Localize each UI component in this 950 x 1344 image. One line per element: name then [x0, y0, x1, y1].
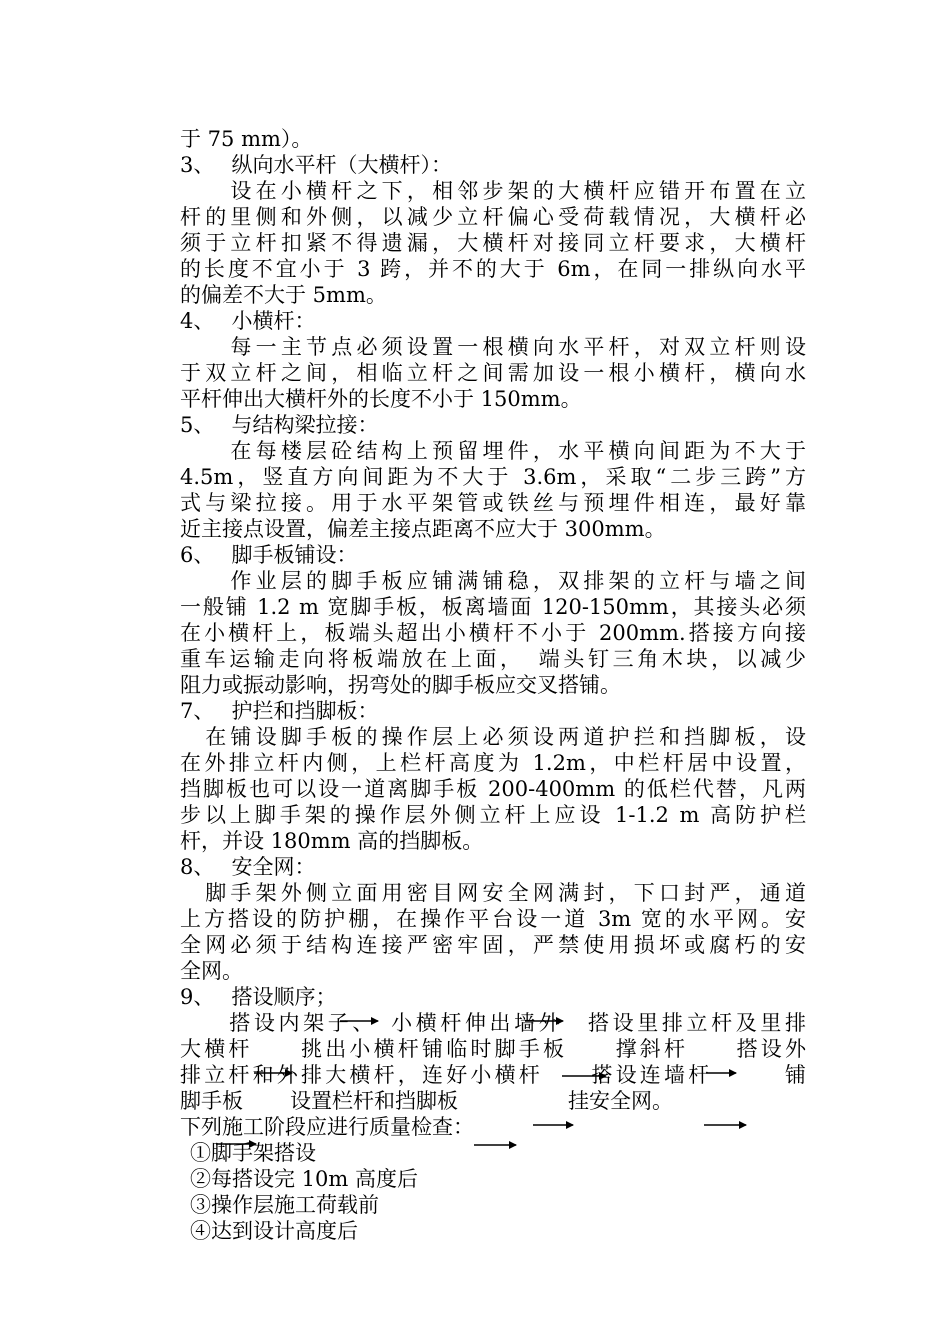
- text-line: 在小横杆上，板端头超出小横杆不小于 200mm.搭接方向接: [180, 621, 806, 645]
- text-line: 杆的里侧和外侧，以减少立杆偏心受荷载情况，大横杆必: [180, 205, 806, 229]
- text-line: 杆，并设 180mm 高的挡脚板。: [180, 829, 484, 853]
- text-line: 下列施工阶段应进行质量检查：: [180, 1115, 474, 1139]
- section-heading-4: 4、 小横杆：: [180, 309, 316, 333]
- text-line: 在每楼层砼结构上预留埋件，水平横向间距为不大于: [180, 439, 806, 463]
- checklist-item: ②每搭设完 10m 高度后: [190, 1167, 418, 1191]
- text-line: 全网必须于结构连接严密牢固，严禁使用损坏或腐朽的安: [180, 933, 806, 957]
- sequence-line: 排立杆和外排大横杆，连好小横杆 搭设连墙杆 铺: [180, 1063, 806, 1087]
- text-line: 近主接点设置，偏差主接点距离不应大于 300mm。: [180, 517, 666, 541]
- text-line: 阻力或振动影响，拐弯处的脚手板应交叉搭铺。: [180, 673, 621, 697]
- text-line: 设在小横杆之下，相邻步架的大横杆应错开布置在立: [180, 179, 806, 203]
- text-line: 作业层的脚手板应铺满铺稳，双排架的立杆与墙之间: [180, 569, 806, 593]
- text-line: 4.5m，竖直方向间距为不大于 3.6m，采取“二步三跨”方: [180, 465, 806, 489]
- text-line: 上方搭设的防护棚，在操作平台设一道 3m 宽的水平网。安: [180, 907, 806, 931]
- text-line: 脚手架外侧立面用密目网安全网满封，下口封严，通道: [180, 881, 806, 905]
- checklist-item: ①脚手架搭设: [190, 1141, 316, 1165]
- section-heading-9: 9、 搭设顺序；: [180, 985, 337, 1009]
- text-line: 一般铺 1.2 m 宽脚手板，板离墙面 120-150mm，其接头必须: [180, 595, 806, 619]
- section-heading-6: 6、 脚手板铺设：: [180, 543, 358, 567]
- sequence-step: 设置栏杆和挡脚板: [290, 1089, 458, 1113]
- sequence-line: 大横杆 挑出小横杆铺临时脚手板 撑斜杆 搭设外: [180, 1037, 806, 1061]
- section-heading-8: 8、 安全网：: [180, 855, 316, 879]
- text-line: 每一主节点必须设置一根横向水平杆，对双立杆则设: [180, 335, 806, 359]
- text-line: 在外排立杆内侧，上栏杆高度为 1.2m，中栏杆居中设置，: [180, 751, 806, 775]
- section-heading-3: 3、 纵向水平杆（大横杆）：: [180, 153, 453, 177]
- text-line: 的长度不宜小于 3 跨，并不的大于 6m，在同一排纵向水平: [180, 257, 806, 281]
- text-line: 重车运输走向将板端放在上面， 端头钉三角木块，以减少: [180, 647, 806, 671]
- text-line: 于 75 mm）。: [180, 127, 313, 151]
- section-heading-7: 7、 护拦和挡脚板：: [180, 699, 379, 723]
- text-line: 在铺设脚手板的操作层上必须设两道护拦和挡脚板，设: [180, 725, 806, 749]
- sequence-step: 挂安全网。: [568, 1089, 673, 1113]
- text-line: 全网。: [180, 959, 243, 983]
- section-heading-5: 5、 与结构梁拉接：: [180, 413, 379, 437]
- text-line: 步以上脚手架的操作层外侧立杆上应设 1-1.2 m 高防护栏: [180, 803, 806, 827]
- text-line: 平杆伸出大横杆外的长度不小于 150mm。: [180, 387, 582, 411]
- text-line: 须于立杆扣紧不得遗漏，大横杆对接同立杆要求，大横杆: [180, 231, 806, 255]
- sequence-step: 脚手板: [180, 1089, 243, 1113]
- text-line: 的偏差不大于 5mm。: [180, 283, 387, 307]
- text-line: 式与梁拉接。用于水平架管或铁丝与预埋件相连，最好靠: [180, 491, 806, 515]
- checklist-item: ④达到设计高度后: [190, 1219, 358, 1243]
- sequence-line: 搭设内架子、 小横杆伸出墙外 搭设里排立杆及里排: [180, 1011, 806, 1035]
- checklist-item: ③操作层施工荷载前: [190, 1193, 379, 1217]
- text-line: 于双立杆之间，相临立杆之间需加设一根小横杆，横向水: [180, 361, 806, 385]
- text-line: 挡脚板也可以设一道离脚手板 200-400mm 的低栏代替，凡两: [180, 777, 806, 801]
